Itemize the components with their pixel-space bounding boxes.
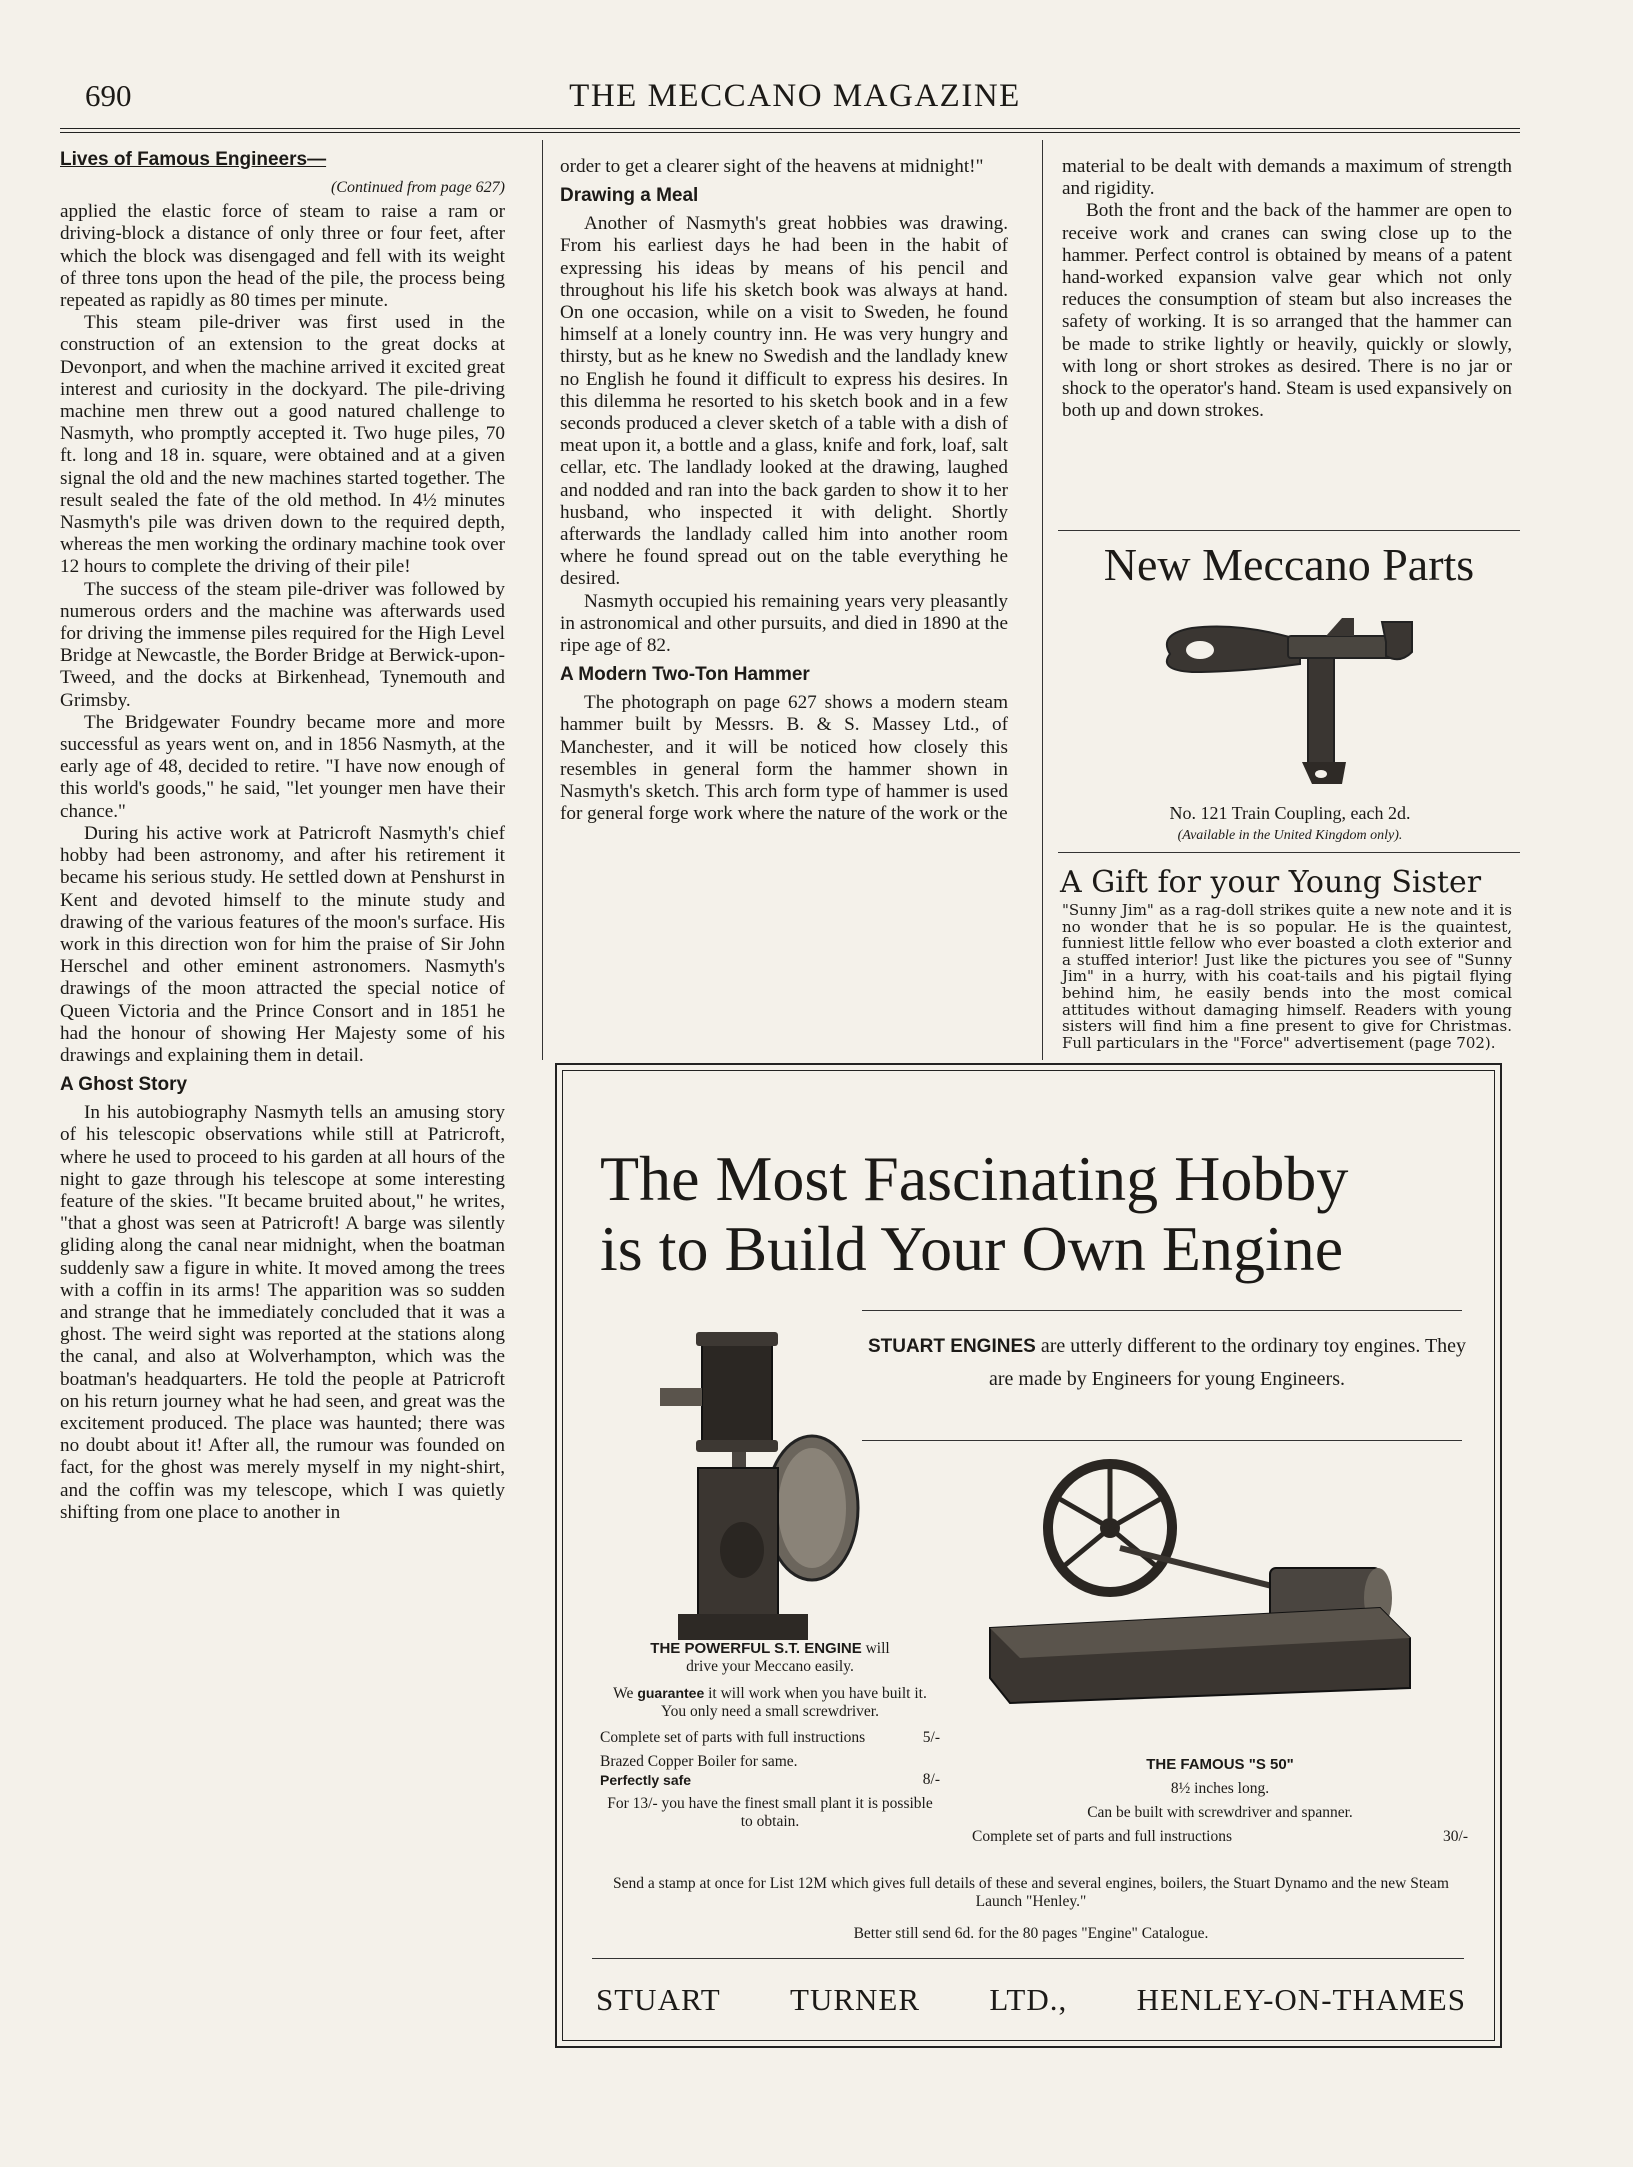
ad-intro — [862, 1330, 1472, 1395]
s50-set-label: Complete set of parts and full instructions — [972, 1828, 1233, 1845]
st-engine-image — [642, 1318, 874, 1648]
st-will: will — [865, 1640, 890, 1657]
st-guarantee-we: We — [613, 1685, 634, 1702]
st-plant: For 13/- you have the finest small plant it is possible to obtain. — [607, 1795, 933, 1830]
section-heading: A Ghost Story — [60, 1074, 188, 1096]
section-rule — [1058, 852, 1520, 853]
paragraph: The photograph on page 627 shows a modern steam hammer built by Messrs. B. & S. Massey Ltd., of Manchester, and it will be noticed how closely this resembles in general form the hammer shown in Nasmyth's sketch. This arch form type of hammer is used for general forge work where the nature of the work or the — [560, 692, 1008, 825]
header-rule — [60, 128, 1520, 133]
parts-note: (Available in the United Kingdom only). — [1177, 828, 1403, 843]
footer-word: HENLEY-ON-THAMES — [1136, 1982, 1466, 2017]
s50-details — [960, 1756, 1480, 1846]
ad-headline-line-1: The Most Fascinating Hobby — [600, 1143, 1349, 1214]
ad-rule — [592, 1958, 1464, 1959]
parts-caption: No. 121 Train Coupling, each 2d. — [1169, 803, 1411, 823]
st-set-price: 5/- — [922, 1729, 940, 1746]
st-boiler-safe: Perfectly safe — [600, 1772, 692, 1788]
ad-rule — [862, 1440, 1462, 1441]
new-parts-title: New Meccano Parts — [1103, 539, 1475, 590]
st-guarantee-rest: it will work when you have built it. You only need a small screwdriver. — [661, 1685, 927, 1720]
paragraph: The Bridgewater Foundry became more and more successful as years went on, and in 1856 Nasmyth, at the early age of 48, decided to retire. "I have now enough of this world's goods," he said, "let younger men have their chance." — [60, 711, 505, 822]
ad-intro-text: are utterly different to the ordinary toy engines. They are made by Engineers for young Engineers. — [989, 1335, 1467, 1390]
paragraph: The success of the steam pile-driver was followed by numerous orders and the machine was afterwards used for driving the immense piles required for the High Level Bridge at Newcastle, the Border Bridge at Berwick-upon-Tweed, and the docks at Birkenhead, Tynemouth and Grimsby. — [60, 578, 505, 711]
s50-set-price-row — [960, 1828, 1480, 1846]
masthead: THE MECCANO MAGAZINE — [569, 78, 1021, 114]
section-heading: A Modern Two-Ton Hammer — [560, 664, 810, 686]
catalogue-note: Better still send 6d. for the 80 pages "Engine" Catalogue. — [853, 1925, 1209, 1942]
st-boiler-price-row — [600, 1771, 940, 1789]
s50-set-price: 30/- — [1443, 1828, 1468, 1845]
ad-headline — [600, 1144, 1500, 1284]
paragraph: order to get a clearer sight of the heavens at midnight!" — [560, 156, 984, 177]
st-boiler: Brazed Copper Boiler for same. — [600, 1753, 798, 1770]
s50-length: 8½ inches long. — [1170, 1780, 1270, 1797]
st-set-price-row — [600, 1729, 940, 1747]
paragraph: This steam pile-driver was first used in the construction of an extension to the great docks at Devonport, and when the machine arrived it excited great interest and curiosity in the dockyard. The pile-driving machine men threw out a good natured challenge to Nasmyth, who promptly accepted it. Two huge piles, 70 ft. long and 18 in. square, were obtained and at a given signal the old and the new machines started together. The result sealed the fate of the old method. In 4½ minutes Nasmyth's pile was driven down to the required depth, whereas the men working the ordinary machine took over 12 hours to complete the driving of their pile! — [60, 312, 505, 578]
s50-engine-image — [980, 1458, 1420, 1708]
paragraph: material to be dealt with demands a maximum of strength and rigidity. — [1062, 156, 1512, 200]
section-rule — [1058, 530, 1520, 531]
st-guarantee — [600, 1684, 940, 1721]
st-set-label: Complete set of parts with full instructions — [600, 1729, 866, 1746]
s50-build: Can be built with screwdriver and spanner. — [1087, 1804, 1353, 1821]
paragraph: In his autobiography Nasmyth tells an amusing story of his telescopic observations while still at Patricroft, where he used to proceed to his garden at all hours of the night to gaze through his telescope at some interesting feature of the skies. "It became bruited about," he writes, "that a ghost was seen at Patricroft! A barge was silently gliding along the canal near midnight, when the boatman suddenly saw a figure in white. It moved among the trees with a coffin in its arms! The apparition was so sudden and strange that he immediately concluded that it was a ghost. The weird sight was reported at the stations along the canal, and also at Wolverhampton, which was the boatman's headquarters. He told the people at Patricroft on his return journey what he had seen, and great was the excitement produced. The place was haunted; there was no doubt about it! After all, the rumour was founded on fact, for the ghost was merely myself in my night-shirt, and the coffin was my telescope, which I was quietly shifting from one place to another in — [60, 1102, 505, 1523]
paragraph: Another of Nasmyth's great hobbies was drawing. From his earliest days he had been in the habit of expressing his ideas by means of his pencil and throughout his life his sketch book was always at hand. On one occasion, while on a visit to Sweden, he found himself at a lonely country inn. He was very hungry and thirsty, but as he knew no Swedish and the landlady knew no English he found it difficult to express his desires. In this dilemma he resorted to his sketch book and in a few seconds produced a clever sketch of a table with a dish of meat upon it, a bottle and a glass, knife and fork, loaf, salt cellar, etc. The landlady looked at the drawing, laughed and nodded and ran into the back garden to show it to her husband, who inspected it with delight. Shortly afterwards the landlady called him into another room where he found spread out on the table everything he desired. — [560, 213, 1008, 590]
footer-word: STUART — [596, 1982, 721, 2017]
st-drive: drive your Meccano easily. — [686, 1658, 854, 1675]
list-note: Send a stamp at once for List 12M which gives full details of these and several engines, boilers, the Stuart Dynamo and the new Steam Launch "Henley." — [613, 1875, 1449, 1910]
section-heading: Drawing a Meal — [560, 185, 699, 207]
footer-word: LTD., — [989, 1982, 1068, 2017]
column-3 — [1062, 156, 1512, 422]
page-header — [60, 78, 1530, 118]
brand-name: STUART ENGINES — [867, 1336, 1036, 1357]
st-boiler-price: 8/- — [922, 1771, 940, 1788]
ad-footer — [596, 1982, 1466, 2018]
st-guarantee-word: guarantee — [637, 1685, 705, 1701]
train-coupling-image — [1150, 612, 1430, 792]
column-1 — [60, 148, 505, 1524]
gift-text: "Sunny Jim" as a rag-doll strikes quite a new note and it is no wonder that he is so popular. He is the quaintest, funniest little fellow who ever boasted a cloth exterior and a stuffed interior! Just like the pictures you see of "Sunny Jim" in a hurry, with his coat-tails and his pigtail flying behind him, he easily bends into the most comical attitudes without damaging himself. Readers with young sisters will find him a fine present to give for Christmas. Full particulars in the "Force" advertisement (page 702). — [1062, 901, 1512, 1052]
paragraph: Both the front and the back of the hammer are open to receive work and cranes can swing close up to the hammer. Perfect control is obtained by means of a patent hand-worked expansion valve gear which not only reduces the consumption of steam but also increases the safety of working. It is so arranged that the hammer can be made to strike lightly or heavily, quickly or slowly, with long or short strokes as desired. There is no jar or shock to the operator's hand. Steam is used expansively on both up and down strokes. — [1062, 200, 1513, 422]
footer-word: TURNER — [790, 1982, 921, 2017]
article-heading: Lives of Famous Engineers— — [60, 149, 327, 170]
page-number: 690 — [85, 78, 132, 113]
column-2 — [560, 156, 1008, 825]
st-engine-title: THE POWERFUL S.T. ENGINE — [650, 1640, 862, 1657]
continued-note: (Continued from page 627) — [330, 179, 505, 196]
gift-title: A Gift for your Young Sister — [1060, 865, 1482, 900]
ad-headline-line-2: is to Build Your Own Engine — [600, 1213, 1344, 1284]
st-engine-details — [600, 1640, 940, 1831]
paragraph: applied the elastic force of steam to raise a ram or driving-block a distance of only three or four feet, after which the block was disengaged and fell with its weight of three tons upon the head of the pile, the process being repeated as rapidly as 80 times per minute. — [60, 201, 505, 312]
column-divider — [1042, 140, 1043, 1060]
paragraph: Nasmyth occupied his remaining years very pleasantly in astronomical and other pursuits, and died in 1890 at the ripe age of 82. — [560, 590, 1008, 657]
s50-title: THE FAMOUS "S 50" — [1146, 1756, 1294, 1773]
column-divider — [542, 140, 543, 1060]
paragraph: During his active work at Patricroft Nasmyth's chief hobby had been astronomy, and after his retirement it became his serious study. He settled down at Penshurst in Kent and devoted himself to the minute study and drawing of the various features of the moon's surface. His work in this direction won for him the praise of Sir John Herschel and other eminent astronomers. Nasmyth's drawings of the moon attracted the special notice of Queen Victoria and the Prince Consort and in 1851 he had the honour of showing Her Majesty some of his drawings and explaining them in detail. — [60, 822, 505, 1066]
ad-rule — [862, 1310, 1462, 1311]
